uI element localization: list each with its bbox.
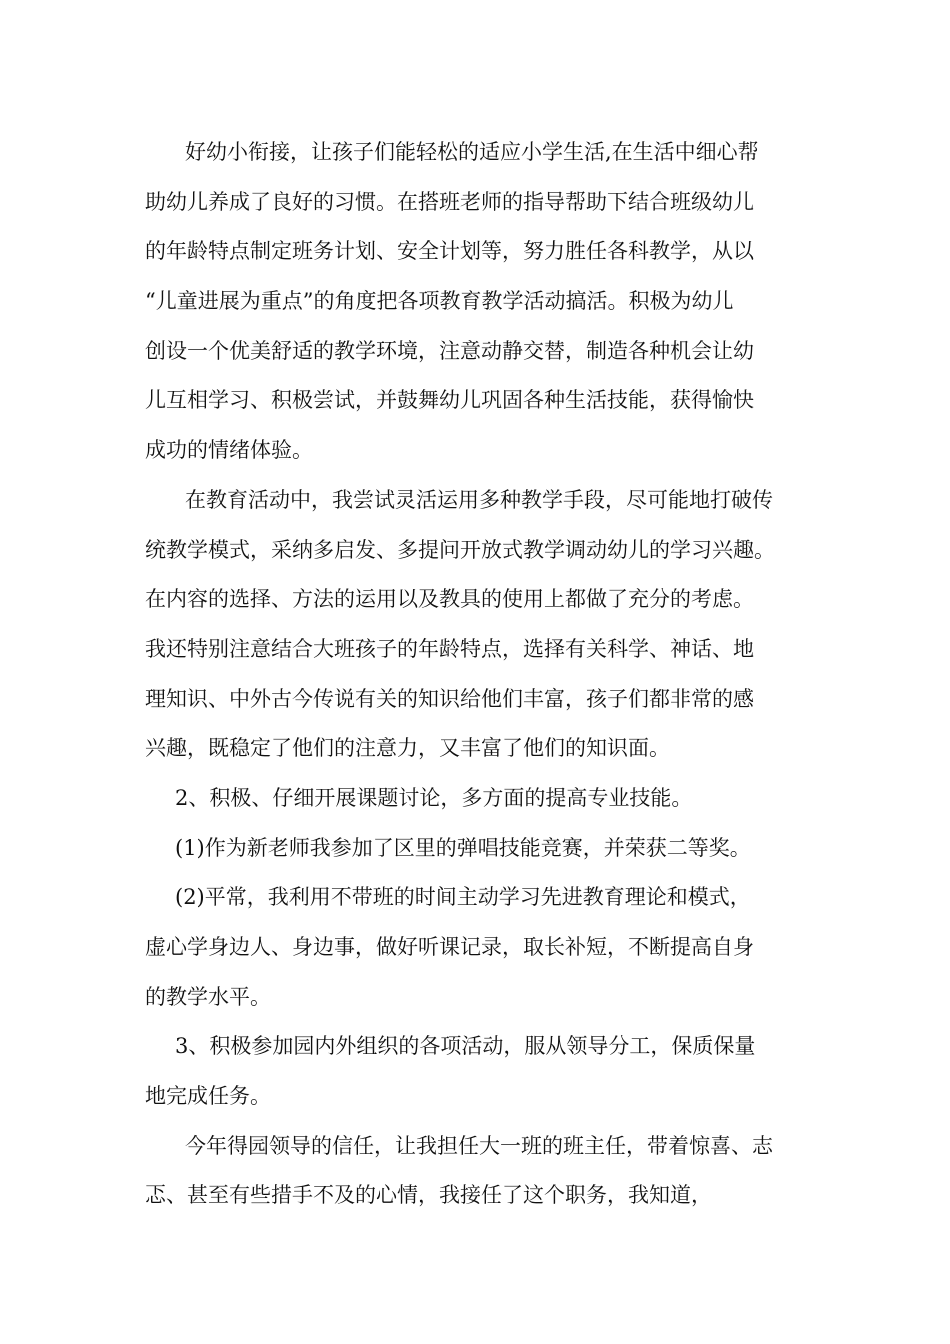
text-line: 今年得园领导的信任，让我担任大一班的班主任，带着惊喜、志: [185, 1133, 773, 1158]
text-line: 在内容的选择、方法的运用以及教具的使用上都做了充分的考虑。: [145, 587, 754, 612]
text-line: 地完成任务。: [145, 1084, 271, 1109]
text-line: 忑、甚至有些措手不及的心情，我接任了这个职务，我知道，: [145, 1183, 712, 1208]
text-line: 成功的情绪体验。: [145, 438, 313, 463]
text-line: 儿互相学习、积极尝试，并鼓舞幼儿巩固各种生活技能，获得愉快: [145, 388, 754, 413]
text-line: 虚心学身边人、身边事，做好听课记录，取长补短，不断提高自身: [145, 935, 754, 959]
text-line: 统教学模式，采纳多启发、多提问开放式教学调动幼儿的学习兴趣。: [145, 537, 775, 562]
text-line: 助幼儿养成了良好的习惯。在搭班老师的指导帮助下结合班级幼儿: [145, 189, 754, 214]
text-line: 好幼小衔接，让孩子们能轻松的适应小学生活,在生活中细心帮: [185, 140, 759, 164]
text-line: 3、积极参加园内外组织的各项活动，服从领导分工，保质保量: [175, 1034, 756, 1059]
text-line: 在教育活动中，我尝试灵活运用多种教学手段，尽可能地打破传: [185, 487, 773, 512]
text-line: 2、积极、仔细开展课题讨论，多方面的提高专业技能。: [175, 785, 693, 810]
text-line: 我还特别注意结合大班孩子的年龄特点，选择有关科学、神话、地: [145, 636, 754, 661]
text-line: 兴趣，既稳定了他们的注意力，又丰富了他们的知识面。: [145, 736, 670, 761]
text-line: (1)作为新老师我参加了区里的弹唱技能竞赛，并荣获二等奖。: [175, 835, 751, 860]
text-line: “儿童进展为重点”的角度把各项教育教学活动搞活。积极为幼儿: [145, 289, 734, 314]
document-body: [145, 128, 835, 1221]
text-line: 的年龄特点制定班务计划、安全计划等，努力胜任各科教学，从以: [145, 239, 754, 264]
text-line: (2)平常，我利用不带班的时间主动学习先进教育理论和模式，: [175, 885, 751, 910]
text-line: 理知识、中外古今传说有关的知识给他们丰富，孩子们都非常的感: [145, 686, 754, 711]
text-line: 创设一个优美舒适的教学环境，注意动静交替，制造各种机会让幼: [145, 338, 754, 363]
text-line: 的教学水平。: [145, 984, 271, 1009]
